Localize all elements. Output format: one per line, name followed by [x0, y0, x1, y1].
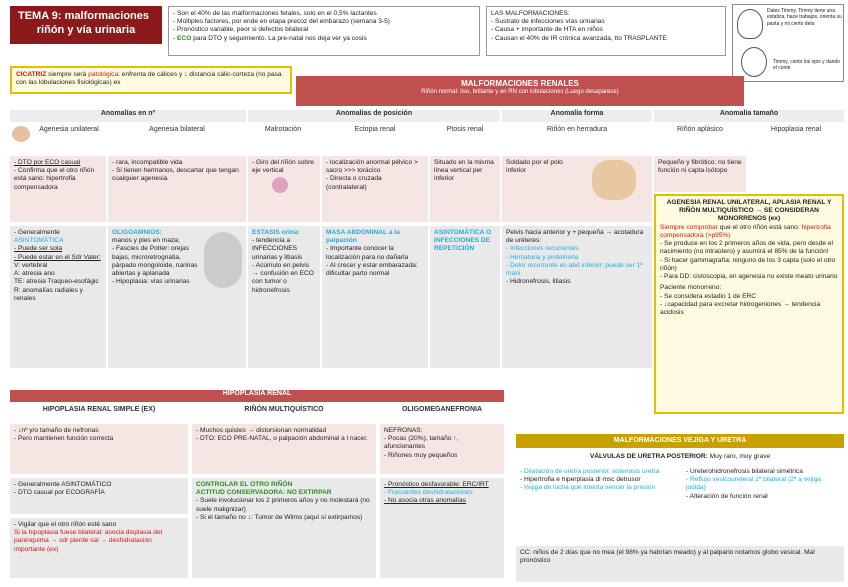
comic-face-icon	[741, 47, 767, 77]
comic-strip: Dales Timmy. Timmy tiene una estatiza, hace trabajos, orienta su pasta y mi cierto dela Timmy, cierto los ojos y dando el conte	[732, 4, 844, 82]
intro-item: - Son el 40% de las malformaciones fetales, solo en el 0,5% lactantes	[173, 10, 475, 18]
intro-item: - ECO para DTO y seguimiento. La pre-natal nos deja ver ya cosis	[173, 35, 475, 43]
intro-box	[168, 6, 480, 56]
kidney-icon	[12, 126, 30, 142]
pelvis-icon	[592, 160, 636, 200]
col-header: Ptosis renal	[430, 126, 500, 140]
col-header: Agenesia unilateral	[34, 126, 104, 152]
cicatriz-box: CICATRIZ siempre será patológica: enfrenta de cálices y ↓ distancia cálic-corteza (no pasa con las lobulaciones fisiológicas) ex	[10, 66, 292, 94]
group-header: Anomalía forma	[502, 110, 652, 122]
group-header: Anomalías de posición	[248, 110, 500, 122]
intro-item: - Pronóstico variable, peor si defectos bilateral	[173, 26, 475, 34]
comic-face-icon	[737, 9, 763, 39]
group-header: Anomalías en nº	[10, 110, 246, 122]
col-header: Ectopia renal	[322, 126, 428, 140]
vejiga-header: MALFORMACIONES VEJIGA Y URETRA	[516, 434, 844, 448]
col-header: Riñón aplásico	[654, 126, 746, 140]
col-header: Malrotación	[248, 126, 318, 140]
group-header: Anomalía tamaño	[654, 110, 844, 122]
kidney-icon	[272, 177, 288, 193]
col-header: Agenesia bilateral	[108, 126, 246, 140]
hipoplasia-header: HIPOPLASIA RENAL	[10, 390, 504, 402]
renal-header: MALFORMACIONES RENALES Riñón normal: liso, brillante y en RN con lobulaciones (Luego desaparece)	[296, 76, 744, 106]
col-header: Riñón en herradura	[502, 126, 652, 140]
intro-item: - Múltiples factores, por ende en etapa precoz del embarazo (semana 3-5)	[173, 18, 475, 26]
malformaciones-box: LAS MALFORMACIONES: - Sustrato de infecciones vías urinarias - Causa + importante de HTA en niños - Causan el 40% de IR crónica avanzada, tto TRASPLANTE	[486, 6, 726, 56]
page-title: TEMA 9: malformaciones riñón y vía urinaria	[10, 6, 162, 44]
col-header: Hipoplasia renal	[748, 126, 844, 152]
baby-icon	[204, 232, 242, 288]
agenesia-box: AGENESIA RENAL UNILATERAL, APLASIA RENAL Y RIÑÓN MULTIQUÍSTICO → SE CONSIDERAN MONORRENOS (ex) Siempre comprobar que el otro riñón está sano: hipertrofia compensadora (>p95%) - Se produce en los 2 primeros años de vida, pero desde el nacimiento (no intraútero) y asumirá el 85% de la función! - Si hacer gammagrafía: ninguno de los 3 capta (solo el otro riñón) - Para DD: cistoscopia, en agenesia no existe meato urinario Paciente monorreno: - Se considera estadio 1 de ERC - ↓capacidad para excretar hidrogeniones → tendencia acidosis	[654, 194, 844, 414]
